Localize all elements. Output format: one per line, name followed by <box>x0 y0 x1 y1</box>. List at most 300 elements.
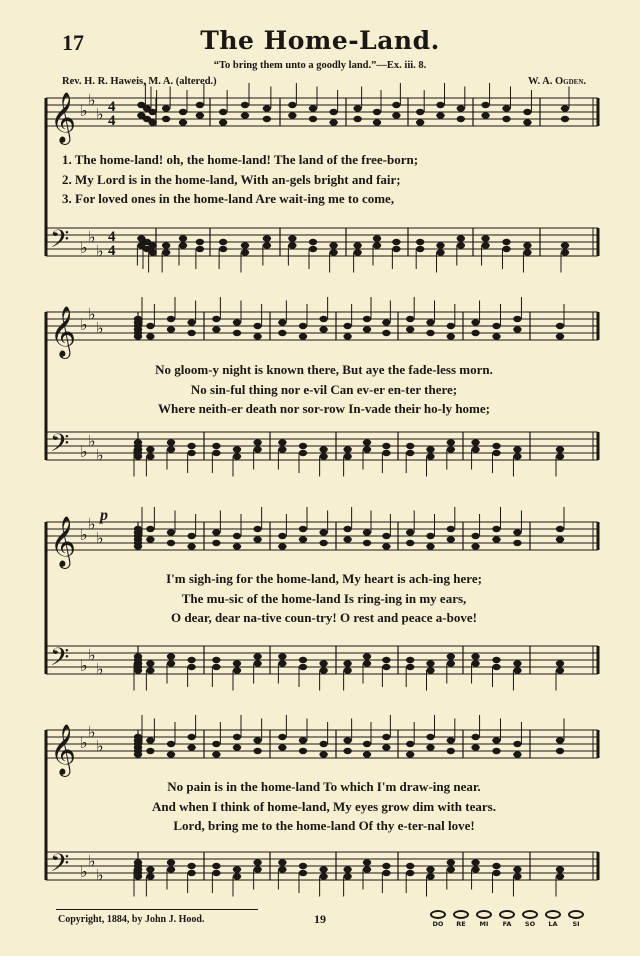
notehead <box>146 446 154 452</box>
notehead <box>513 866 521 872</box>
notehead <box>278 660 286 666</box>
notehead <box>263 105 271 111</box>
notehead <box>253 526 261 532</box>
notehead <box>299 748 307 754</box>
flat-icon: ♭ <box>80 525 88 544</box>
notehead <box>416 246 424 252</box>
notehead <box>447 737 455 743</box>
notehead <box>406 316 414 322</box>
notehead <box>382 657 390 663</box>
notehead <box>353 105 361 111</box>
notehead <box>299 333 307 339</box>
notehead <box>179 119 187 125</box>
solfege-mi: MI <box>473 910 495 928</box>
notehead <box>148 109 156 115</box>
notehead <box>187 664 195 670</box>
notehead <box>179 109 187 115</box>
notehead <box>219 109 227 115</box>
notehead <box>319 529 327 535</box>
notehead <box>299 526 307 532</box>
notehead <box>447 323 455 329</box>
solfege-si: SI <box>565 910 587 928</box>
flat-icon: ♭ <box>96 104 104 124</box>
notehead <box>196 239 204 245</box>
notehead <box>167 446 175 452</box>
notehead <box>253 536 261 542</box>
notehead <box>319 866 327 872</box>
notehead <box>502 246 510 252</box>
notehead <box>406 741 414 747</box>
notehead <box>319 540 327 546</box>
notehead <box>406 863 414 869</box>
notehead <box>329 109 337 115</box>
notehead <box>363 653 371 659</box>
notehead <box>513 453 521 459</box>
flat-icon: ♭ <box>96 528 104 548</box>
notehead <box>471 446 479 452</box>
notehead <box>492 664 500 670</box>
notehead <box>148 249 156 255</box>
notehead <box>406 870 414 876</box>
notehead <box>447 526 455 532</box>
notehead <box>426 866 434 872</box>
notehead <box>278 859 286 865</box>
notehead <box>212 664 220 670</box>
notehead <box>353 242 361 248</box>
notehead <box>196 102 204 108</box>
notehead <box>146 453 154 459</box>
notehead <box>329 249 337 255</box>
notehead <box>363 316 371 322</box>
notehead <box>146 526 154 532</box>
notehead <box>212 751 220 757</box>
notehead <box>263 116 271 122</box>
notehead <box>146 536 154 542</box>
notehead <box>253 439 261 445</box>
notehead <box>179 242 187 248</box>
notehead <box>187 744 195 750</box>
lyric-line: And when I think of home-land, My eyes grow dim with tears. <box>152 799 496 814</box>
lyric-line: 2. My Lord is in the home-land, With an-gels bright and fair; <box>62 172 401 187</box>
notehead <box>502 239 510 245</box>
notehead <box>343 748 351 754</box>
flat-icon: ♭ <box>96 736 104 756</box>
notehead <box>241 102 249 108</box>
bass-clef-icon: 𝄢 <box>50 429 70 464</box>
notehead <box>148 119 156 125</box>
time-signature-bottom: 4 <box>108 113 116 129</box>
notehead <box>233 533 241 539</box>
notehead <box>406 326 414 332</box>
notehead <box>426 453 434 459</box>
notehead <box>253 748 261 754</box>
notehead <box>162 242 170 248</box>
notehead <box>343 866 351 872</box>
notehead <box>299 664 307 670</box>
notehead <box>134 866 142 872</box>
notehead <box>513 316 521 322</box>
notehead <box>212 870 220 876</box>
flat-icon: ♭ <box>96 865 104 885</box>
notehead <box>392 102 400 108</box>
solfege-so: SO <box>519 910 541 928</box>
flat-icon: ♭ <box>88 851 96 871</box>
lyricist-credit: Rev. H. R. Haweis, M. A. (altered.) <box>62 76 217 87</box>
notehead <box>382 450 390 456</box>
notehead <box>471 859 479 865</box>
notehead <box>373 119 381 125</box>
notehead <box>471 533 479 539</box>
notehead <box>363 529 371 535</box>
notehead <box>319 751 327 757</box>
notehead <box>319 446 327 452</box>
notehead <box>561 116 569 122</box>
notehead <box>278 744 286 750</box>
time-signature-top: 4 <box>108 99 116 115</box>
hymn-title: The Home-Land. <box>200 26 440 55</box>
lyric-line: No pain is in the home-land To which I'm draw-ing near. <box>167 779 481 794</box>
dynamic-marking: p <box>100 507 108 524</box>
notehead <box>426 543 434 549</box>
notehead <box>343 660 351 666</box>
notehead <box>556 873 564 879</box>
notehead <box>513 529 521 535</box>
notehead <box>253 333 261 339</box>
notehead <box>502 116 510 122</box>
notehead <box>382 533 390 539</box>
notehead <box>253 660 261 666</box>
notehead <box>447 536 455 542</box>
notehead <box>523 119 531 125</box>
notehead <box>382 543 390 549</box>
notehead <box>233 660 241 666</box>
solfege-re: RE <box>450 910 472 928</box>
notehead <box>241 112 249 118</box>
treble-clef-icon: 𝄞 <box>50 306 77 357</box>
notehead <box>343 667 351 673</box>
notehead <box>167 741 175 747</box>
notehead <box>134 873 142 879</box>
notehead <box>556 748 564 754</box>
notehead <box>426 667 434 673</box>
notehead <box>457 242 465 248</box>
notehead <box>146 748 154 754</box>
notehead <box>492 748 500 754</box>
notehead <box>319 326 327 332</box>
notehead <box>146 866 154 872</box>
flat-icon: ♭ <box>80 656 88 675</box>
notehead <box>471 319 479 325</box>
notehead <box>513 446 521 452</box>
notehead <box>363 446 371 452</box>
flat-icon: ♭ <box>80 315 88 334</box>
notehead <box>253 859 261 865</box>
notehead <box>481 235 489 241</box>
notehead <box>343 323 351 329</box>
notehead <box>556 866 564 872</box>
notehead <box>233 744 241 750</box>
solfege-legend <box>427 910 587 932</box>
notehead <box>513 751 521 757</box>
notehead <box>426 744 434 750</box>
notehead <box>492 323 500 329</box>
notehead <box>447 653 455 659</box>
notehead <box>561 249 569 255</box>
notehead <box>513 873 521 879</box>
notehead <box>481 242 489 248</box>
notehead <box>392 239 400 245</box>
flat-icon: ♭ <box>80 733 88 752</box>
notehead <box>146 667 154 673</box>
notehead <box>471 330 479 336</box>
notehead <box>146 323 154 329</box>
lyric-line: 1. The home-land! oh, the home-land! The land of the free-born; <box>62 152 419 167</box>
notehead <box>212 450 220 456</box>
notehead <box>263 242 271 248</box>
notehead <box>426 533 434 539</box>
notehead <box>447 446 455 452</box>
notehead <box>241 249 249 255</box>
notehead <box>416 109 424 115</box>
composer-credit: W. A. Ogden. <box>527 76 586 87</box>
notehead <box>299 450 307 456</box>
notehead <box>299 863 307 869</box>
notehead <box>471 439 479 445</box>
notehead <box>167 326 175 332</box>
notehead <box>167 859 175 865</box>
notehead <box>233 873 241 879</box>
notehead <box>288 242 296 248</box>
notehead <box>492 870 500 876</box>
notehead <box>187 734 195 740</box>
notehead <box>148 242 156 248</box>
notehead <box>212 863 220 869</box>
notehead <box>233 319 241 325</box>
notehead <box>457 235 465 241</box>
notehead <box>319 316 327 322</box>
hymn-number: 17 <box>62 30 84 55</box>
notehead <box>561 105 569 111</box>
notehead <box>343 737 351 743</box>
notehead <box>187 543 195 549</box>
notehead <box>406 751 414 757</box>
notehead <box>406 529 414 535</box>
notehead <box>363 741 371 747</box>
lyric-line: Where neith-er death nor sor-row In-vade their ho-ly home; <box>158 401 490 416</box>
notehead <box>299 657 307 663</box>
notehead <box>319 660 327 666</box>
footer-rule <box>56 909 258 910</box>
notehead <box>134 660 142 666</box>
bass-clef-icon: 𝄢 <box>50 849 70 884</box>
notehead <box>513 667 521 673</box>
notehead <box>447 748 455 754</box>
notehead <box>406 540 414 546</box>
notehead <box>288 112 296 118</box>
notehead <box>162 249 170 255</box>
notehead <box>436 249 444 255</box>
notehead <box>212 326 220 332</box>
notehead <box>187 319 195 325</box>
bass-clef-icon: 𝄢 <box>50 643 70 678</box>
notehead <box>278 734 286 740</box>
notehead <box>363 859 371 865</box>
notehead <box>471 734 479 740</box>
notehead <box>471 660 479 666</box>
notehead <box>492 737 500 743</box>
notehead <box>146 873 154 879</box>
flat-icon: ♭ <box>88 514 96 534</box>
notehead <box>212 540 220 546</box>
notehead <box>309 239 317 245</box>
lyric-line: I'm sigh-ing for the home-land, My heart is ach-ing here; <box>166 571 482 586</box>
notehead <box>343 453 351 459</box>
notehead <box>457 105 465 111</box>
flat-icon: ♭ <box>88 722 96 742</box>
notehead <box>382 870 390 876</box>
notehead <box>278 319 286 325</box>
notehead <box>513 741 521 747</box>
notehead <box>492 536 500 542</box>
notehead <box>513 540 521 546</box>
flat-icon: ♭ <box>96 659 104 679</box>
notehead <box>319 873 327 879</box>
lyric-line: 3. For loved ones in the home-land Are wait-ing me to come, <box>62 191 395 206</box>
notehead <box>416 239 424 245</box>
notehead <box>373 235 381 241</box>
notehead <box>363 866 371 872</box>
notehead <box>373 242 381 248</box>
notehead <box>319 741 327 747</box>
notehead <box>212 529 220 535</box>
notehead <box>167 866 175 872</box>
solfege-la: LA <box>542 910 564 928</box>
page-number: 19 <box>314 912 326 926</box>
notehead <box>278 543 286 549</box>
notehead <box>561 242 569 248</box>
notehead <box>212 657 220 663</box>
treble-clef-icon: 𝄞 <box>50 724 77 775</box>
notehead <box>219 119 227 125</box>
notehead <box>523 242 531 248</box>
notehead <box>253 737 261 743</box>
notehead <box>146 737 154 743</box>
notehead <box>513 326 521 332</box>
notehead <box>288 235 296 241</box>
notehead <box>556 536 564 542</box>
notehead <box>363 660 371 666</box>
notehead <box>363 751 371 757</box>
solfege-do: DO <box>427 910 449 928</box>
notehead <box>392 246 400 252</box>
notehead <box>167 660 175 666</box>
notehead <box>167 439 175 445</box>
notehead <box>406 657 414 663</box>
notehead <box>471 543 479 549</box>
notehead <box>481 112 489 118</box>
notehead <box>426 660 434 666</box>
notehead <box>212 316 220 322</box>
notehead <box>299 536 307 542</box>
notehead <box>134 540 142 546</box>
notehead <box>382 330 390 336</box>
flat-icon: ♭ <box>96 445 104 465</box>
notehead <box>523 109 531 115</box>
flat-icon: ♭ <box>88 90 96 110</box>
notehead <box>426 446 434 452</box>
lyric-line: O dear, dear na-tive coun-try! O rest and peace a-bove! <box>171 610 477 625</box>
notehead <box>278 330 286 336</box>
notehead <box>523 249 531 255</box>
notehead <box>233 453 241 459</box>
notehead <box>353 116 361 122</box>
notehead <box>146 660 154 666</box>
notehead <box>447 660 455 666</box>
notehead <box>253 446 261 452</box>
notehead <box>179 235 187 241</box>
notehead <box>319 667 327 673</box>
notehead <box>447 866 455 872</box>
notehead <box>167 540 175 546</box>
notehead <box>382 863 390 869</box>
notehead <box>363 540 371 546</box>
notehead <box>329 242 337 248</box>
notehead <box>134 326 142 332</box>
notehead <box>134 333 142 339</box>
notehead <box>556 446 564 452</box>
flat-icon: ♭ <box>80 442 88 461</box>
notehead <box>436 102 444 108</box>
notehead <box>556 667 564 673</box>
notehead <box>162 116 170 122</box>
notehead <box>392 112 400 118</box>
notehead <box>492 450 500 456</box>
notehead <box>416 119 424 125</box>
notehead <box>319 453 327 459</box>
time-signature-top: 4 <box>108 229 116 245</box>
notehead <box>471 744 479 750</box>
notehead <box>187 657 195 663</box>
notehead <box>196 112 204 118</box>
notehead <box>299 323 307 329</box>
notehead <box>233 667 241 673</box>
notehead <box>556 737 564 743</box>
notehead <box>299 443 307 449</box>
notehead <box>382 664 390 670</box>
notehead <box>426 319 434 325</box>
time-signature-bottom: 4 <box>108 243 116 259</box>
notehead <box>187 450 195 456</box>
notehead <box>278 439 286 445</box>
flat-icon: ♭ <box>88 304 96 324</box>
notehead <box>343 873 351 879</box>
notehead <box>343 333 351 339</box>
flat-icon: ♭ <box>80 862 88 881</box>
notehead <box>556 453 564 459</box>
notehead <box>134 529 142 535</box>
bass-clef-icon: 𝄢 <box>50 225 70 260</box>
flat-icon: ♭ <box>80 101 88 120</box>
notehead <box>134 453 142 459</box>
notehead <box>233 866 241 872</box>
notehead <box>253 866 261 872</box>
notehead <box>426 873 434 879</box>
notehead <box>278 653 286 659</box>
flat-icon: ♭ <box>96 318 104 338</box>
flat-icon: ♭ <box>88 227 96 247</box>
flat-icon: ♭ <box>88 431 96 451</box>
notehead <box>492 863 500 869</box>
